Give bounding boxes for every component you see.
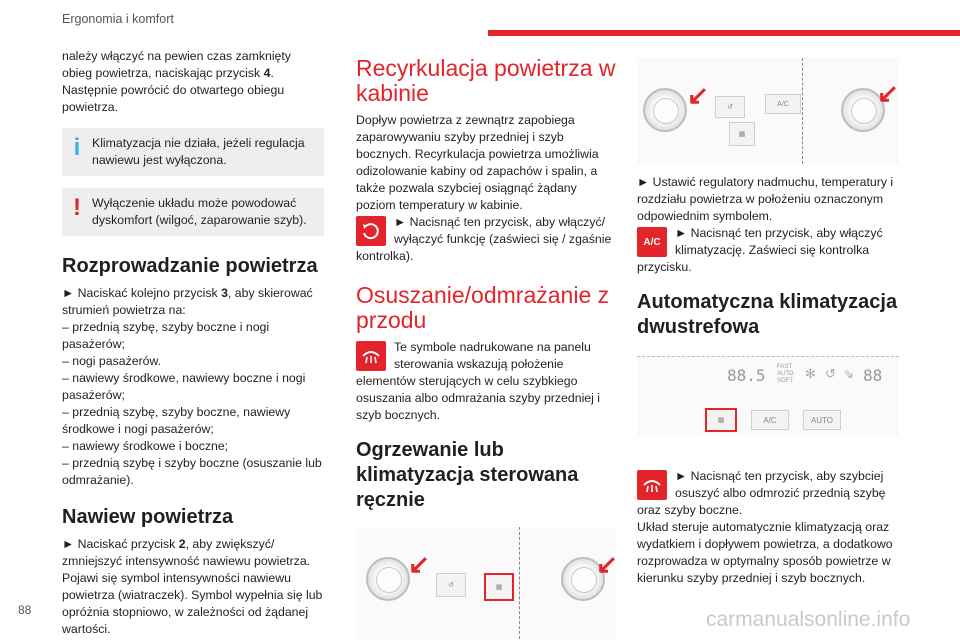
list-item: – przednią szybę, szyby boczne, nawiewy środkowe i nogi pasażerów; xyxy=(62,405,291,436)
heading-air-distribution: Rozprowadzanie powietrza xyxy=(62,255,318,277)
recirculation-icon xyxy=(356,216,386,246)
arrow-right-knob-icon: ↙ xyxy=(877,78,899,108)
info-note-text: Klimatyzacja nie działa, jeżeli regulacja nawiewu jest wyłączona. xyxy=(92,136,305,167)
set-controls-paragraph: ► Ustawić regulatory nadmuchu, temperatury i rozdziału powietrza w położeniu oznaczonym odpowiednim symbolem. xyxy=(637,175,894,223)
auto-label: AUTO xyxy=(777,371,794,377)
column-left xyxy=(62,48,324,638)
manual-panel-illustration xyxy=(356,527,616,639)
heading-air-flow: Nawiew powietrza xyxy=(62,506,234,528)
panel-ac-button: A/C xyxy=(765,94,801,114)
recirculation-paragraph: Dopływ powietrza z zewnątrz zapobiega zaparowywaniu szyby przedniej i szyb bocznych. Recyrkulacja powietrza umożliwia odizolowanie kabiny od zapachów i spalin, a także pozwala szybciej osiągnąć żądany poziom temperatury w kabinie. xyxy=(356,113,599,212)
panel-defrost-button: ▦ xyxy=(705,408,737,432)
defrost-icon xyxy=(637,470,667,500)
display-right-temperature: 88 xyxy=(863,366,883,385)
defrost-button-text: ► Nacisnąć ten przycisk, aby szybciej osuszyć albo odmrozić przednią szybę oraz szyby boczne. xyxy=(637,469,886,517)
info-icon: i xyxy=(73,134,81,161)
column-right xyxy=(637,48,899,587)
panel-ac-button: A/C xyxy=(751,410,789,430)
watermark: carmanualsonline.info xyxy=(706,608,911,631)
column-middle xyxy=(356,48,618,639)
recirc-display-icon: ↺ xyxy=(825,366,836,381)
warning-icon: ! xyxy=(73,194,81,221)
panel-distribution-button: ▦ xyxy=(729,122,755,146)
fan-icon: ✻ xyxy=(805,366,816,381)
fast-label: FAST xyxy=(777,364,793,370)
heading-defrost: Osuszanie/odmrażanie z przodu xyxy=(356,282,610,333)
page-number: 88 xyxy=(18,603,32,617)
panel-auto-button: AUTO xyxy=(803,410,841,430)
defrost-icon xyxy=(356,341,386,371)
display-left-temperature: 88.5 xyxy=(727,366,766,385)
distribution-paragraph: ► Naciskać kolejno przycisk 3, aby skierować strumień powietrza na: xyxy=(62,286,313,317)
heading-manual-climate: Ogrzewanie lub klimatyzacja sterowana ręcznie xyxy=(356,439,579,511)
arrow-right-knob-icon: ↙ xyxy=(596,549,618,579)
warning-note-text: Wyłączenie układu może powodować dyskomfort (wilgoć, zaparowanie szyb). xyxy=(92,196,307,227)
ac-panel-illustration xyxy=(637,58,899,164)
air-flow-paragraph: ► Naciskać przycisk 2, aby zwiększyć/ zmniejszyć intensywność nawiewu powietrza. Pojawi się symbol intensywności nawiewu powietrza (wiatraczek). Symbol wypełnia się lub opróżnia stopniowo, w zależności od żądanej wartości. xyxy=(62,537,323,636)
panel-recirc-button: ↺ xyxy=(436,573,466,597)
ac-button-text: ► Nacisnąć ten przycisk, aby włączyć klimatyzację. Zaświeci się kontrolka przycisku. xyxy=(637,226,883,274)
defrost-paragraph: Te symbole nadrukowane na panelu sterowania wskazują położenie elementów sterujących w celu szybkiego osuszania albo odmrażania szyby przedniej i szyb bocznych. xyxy=(356,340,601,422)
list-item: – nawiewy środkowe, nawiewy boczne i nogi pasażerów; xyxy=(62,371,306,402)
heading-auto-climate: Automatyczna klimatyzacja dwustrefowa xyxy=(637,291,898,338)
running-header: Ergonomia i komfort xyxy=(62,12,174,26)
distribution-display-icon: ⇘ xyxy=(843,366,854,381)
ac-icon: A/C xyxy=(637,227,667,257)
soft-label: SOFT xyxy=(777,378,793,384)
info-note xyxy=(62,128,324,176)
list-item: – nawiewy środkowe i boczne; xyxy=(62,439,229,453)
intro-paragraph: należy włączyć na pewien czas zamknięty obieg powietrza, naciskając przycisk 4. Następnie powrócić do otwartego obiegu powietrza. xyxy=(62,49,291,114)
heading-recirculation: Recyrkulacja powietrza w kabinie xyxy=(356,55,616,106)
arrow-left-knob-icon: ↙ xyxy=(687,80,709,110)
left-knob xyxy=(366,557,410,601)
panel-recirc-button: ↺ xyxy=(715,96,745,118)
recirculation-button-text: ► Nacisnąć ten przycisk, aby włączyć/ wyłączyć funkcję (zaświeci się / zgaśnie kontrolka). xyxy=(356,215,612,263)
left-knob xyxy=(643,88,687,132)
panel-distribution-button: ▦ xyxy=(484,573,514,601)
system-paragraph: Układ steruje automatycznie klimatyzacją oraz wydatkiem i dopływem powietrza, a dodatkowo rozprowadza w optymalny sposób powietrze w kierunku szyby przedniej i szyb bocznych. xyxy=(637,520,893,585)
arrow-left-knob-icon: ↙ xyxy=(408,549,430,579)
warning-note xyxy=(62,188,324,236)
list-item: – przednią szybę i szyby boczne (osuszanie lub odmrażanie). xyxy=(62,456,322,487)
list-item: – nogi pasażerów. xyxy=(62,354,162,368)
list-item: – przednią szybę, szyby boczne i nogi pasażerów; xyxy=(62,320,270,351)
header-accent-bar xyxy=(488,30,960,36)
auto-panel-illustration xyxy=(637,356,899,436)
